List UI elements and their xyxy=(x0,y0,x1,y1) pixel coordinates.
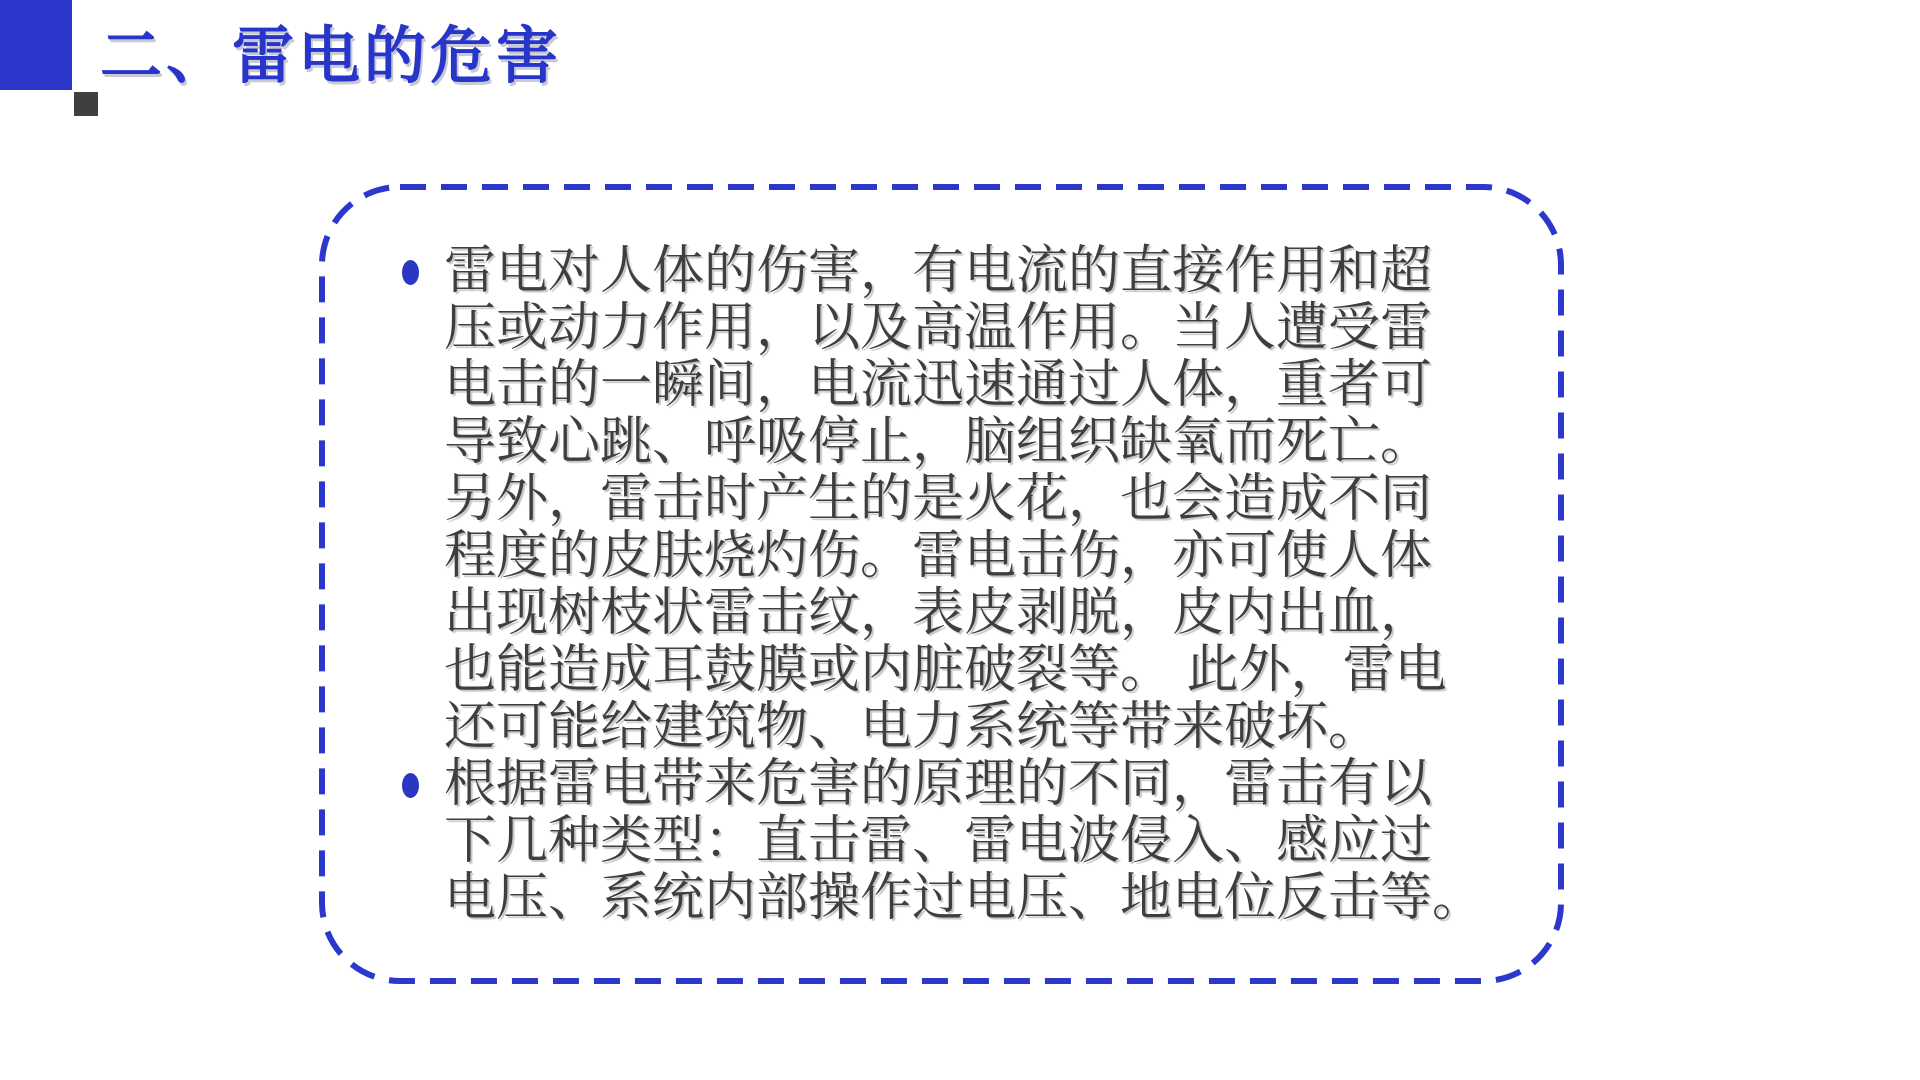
bullet-item xyxy=(402,243,1525,756)
bullet-text-line: 雷电对人体的伤害，有电流的直接作用和超 xyxy=(444,242,1433,300)
bullet-text-line: 根据雷电带来危害的原理的不同，雷击有以 xyxy=(444,755,1433,813)
bullet-dot-column xyxy=(402,756,444,798)
bullet-item xyxy=(402,756,1525,927)
bullet-text-line: 还可能给建筑物、电力系统等带来破坏。 xyxy=(444,698,1381,756)
bullet-text-line: 导致心跳、呼吸停止，脑组织缺氧而死亡。 xyxy=(444,413,1433,471)
bullet-dot xyxy=(402,773,419,798)
bullet-dot xyxy=(402,260,419,285)
bullet-text-line: 也能造成耳鼓膜或内脏破裂等。 此外，雷电 xyxy=(444,641,1447,699)
decor-dark-square xyxy=(74,92,98,116)
bullet-text-line: 另外，雷击时产生的是火花，也会造成不同 xyxy=(444,470,1433,528)
slide-title: 二、雷电的危害 xyxy=(100,22,563,91)
bullet-text-line: 程度的皮肤烧灼伤。雷电击伤，亦可使人体 xyxy=(444,527,1433,585)
content-box xyxy=(318,183,1565,985)
bullet-text-line: 出现树枝状雷击纹，表皮剥脱，皮内出血， xyxy=(444,584,1433,642)
bullet-text-line: 电压、系统内部操作过电压、地电位反击等。 xyxy=(444,869,1485,927)
bullet-text-line: 下几种类型：直击雷、雷电波侵入、感应过 xyxy=(444,812,1433,870)
bullet-text-line: 压或动力作用，以及高温作用。当人遭受雷 xyxy=(444,299,1433,357)
bullet-dot-column xyxy=(402,243,444,285)
bullet-text-line: 电击的一瞬间，电流迅速通过人体，重者可 xyxy=(444,356,1433,414)
bullet-text xyxy=(444,243,1525,756)
decor-blue-square xyxy=(0,0,72,90)
bullet-list xyxy=(402,243,1525,927)
bullet-text xyxy=(444,756,1525,927)
